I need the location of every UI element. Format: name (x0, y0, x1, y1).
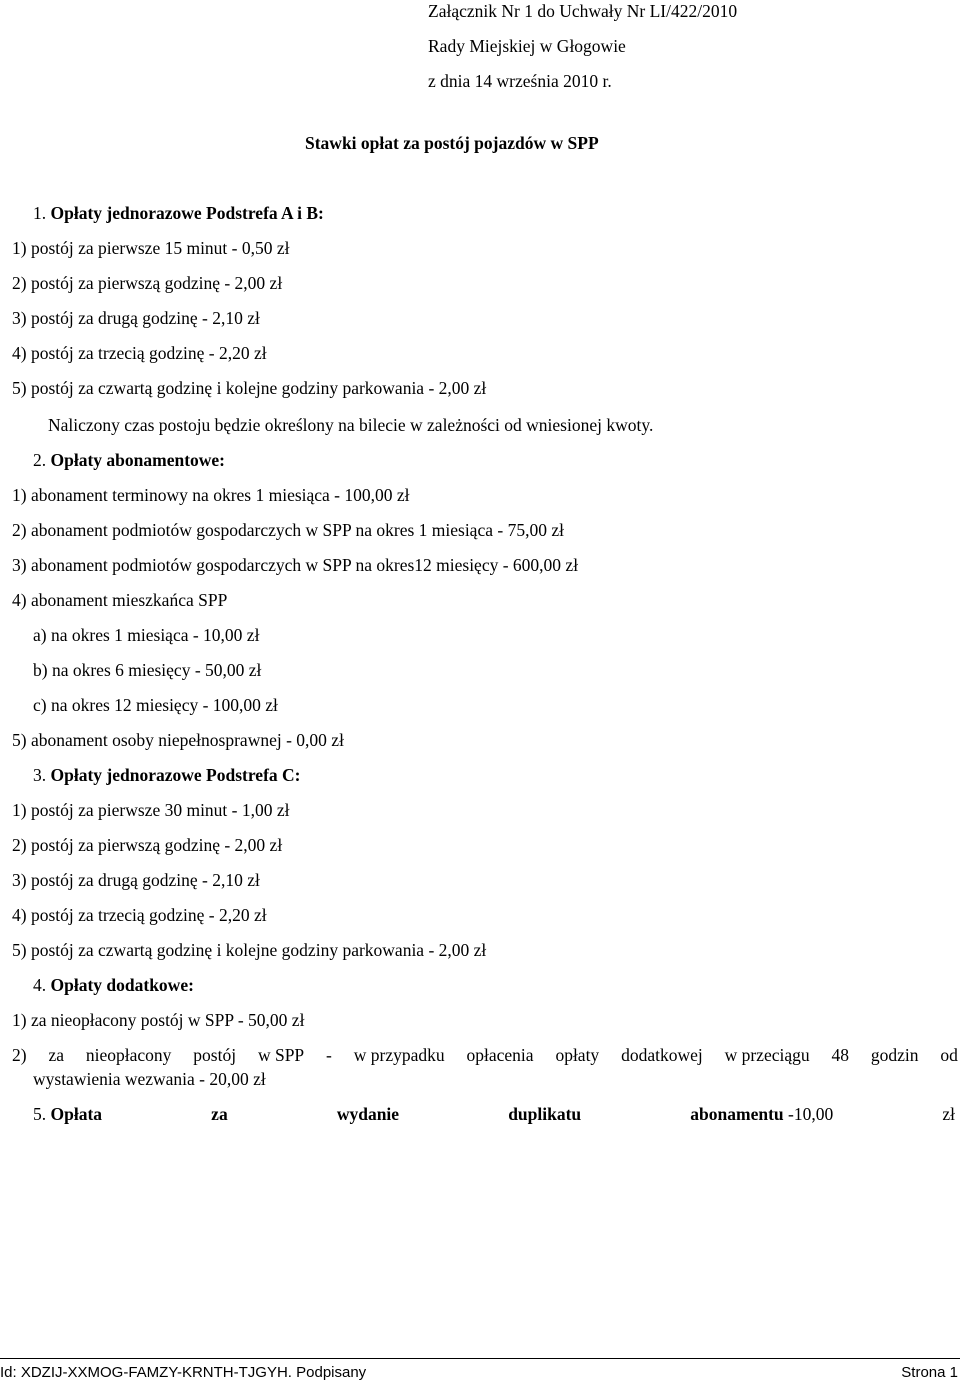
section-1-note: Naliczony czas postoju będzie określony na bilecie w zależności od wniesionej kwoty. (48, 415, 654, 435)
currency: zł (942, 1104, 955, 1124)
word: abonamentu (690, 1104, 784, 1124)
footer-document-id: Id: XDZIJ-XXMOG-FAMZY-KRNTH-TJGYH. Podpisany (0, 1364, 367, 1381)
section-number: 3. (33, 765, 47, 785)
list-item: 1) za nieopłacony postój w SPP - 50,00 zł (12, 1010, 305, 1030)
section-4-heading (33, 974, 194, 996)
sub-list-item: a) na okres 1 miesiąca - 10,00 zł (33, 625, 260, 645)
list-item: 4) abonament mieszkańca SPP (12, 590, 228, 610)
section-5-heading (33, 1103, 955, 1125)
footer-page-number: Strona 1 (901, 1364, 958, 1381)
sub-list-item: c) na okres 12 miesięcy - 100,00 zł (33, 695, 278, 715)
word: w SPP (257, 1045, 305, 1065)
word: od (940, 1045, 958, 1065)
list-item: 1) postój za pierwsze 30 minut - 1,00 zł (12, 800, 290, 820)
word: - (326, 1045, 332, 1065)
word: opłacenia (466, 1045, 534, 1065)
word: godzin (870, 1045, 919, 1065)
section-number: 1. (33, 203, 47, 223)
sub-list-item: b) na okres 6 miesięcy - 50,00 zł (33, 660, 262, 680)
list-item: 1) abonament terminowy na okres 1 miesiąca - 100,00 zł (12, 485, 410, 505)
word-with-amount (690, 1103, 833, 1125)
list-item: 1) postój za pierwsze 15 minut - 0,50 zł (12, 238, 290, 258)
word: 2) (12, 1045, 27, 1065)
word: Opłata (50, 1104, 103, 1124)
word: opłaty (555, 1045, 600, 1065)
amount: -10,00 (788, 1104, 834, 1124)
word: 48 (831, 1045, 849, 1065)
word: postój (193, 1045, 237, 1065)
word: za (211, 1104, 228, 1124)
section-number: 5. (33, 1104, 47, 1124)
list-item: 3) abonament podmiotów gospodarczych w SPP na okres12 miesięcy - 600,00 zł (12, 555, 579, 575)
word: duplikatu (508, 1104, 582, 1124)
section-heading-text: Opłaty dodatkowe: (50, 975, 194, 995)
attachment-header-line2: Rady Miejskiej w Głogowie (428, 36, 626, 56)
section-heading-text: Opłaty abonamentowe: (50, 450, 226, 470)
list-item: 2) postój za pierwszą godzinę - 2,00 zł (12, 835, 283, 855)
footer-rule (0, 1358, 960, 1359)
list-item: 5) abonament osoby niepełnosprawnej - 0,00 zł (12, 730, 344, 750)
section-number-with-word (33, 1103, 102, 1125)
list-item-continuation: wystawienia wezwania - 20,00 zł (33, 1069, 266, 1089)
document-title: Stawki opłat za postój pojazdów w SPP (305, 133, 599, 153)
word: w przypadku (353, 1045, 445, 1065)
list-item: 2) postój za pierwszą godzinę - 2,00 zł (12, 273, 283, 293)
list-item: 2) abonament podmiotów gospodarczych w SPP na okres 1 miesiąca - 75,00 zł (12, 520, 564, 540)
word: wydanie (336, 1104, 400, 1124)
word: w przeciągu (724, 1045, 810, 1065)
section-2-heading (33, 449, 225, 471)
list-item: 5) postój za czwartą godzinę i kolejne godziny parkowania - 2,00 zł (12, 378, 487, 398)
justified-list-item (12, 1044, 958, 1066)
section-heading-text: Opłaty jednorazowe Podstrefa C: (50, 765, 301, 785)
section-number: 2. (33, 450, 47, 470)
section-heading-text: Opłaty jednorazowe Podstrefa A i B: (50, 203, 324, 223)
list-item: 4) postój za trzecią godzinę - 2,20 zł (12, 343, 267, 363)
list-item: 4) postój za trzecią godzinę - 2,20 zł (12, 905, 267, 925)
section-number: 4. (33, 975, 47, 995)
word: nieopłacony (85, 1045, 172, 1065)
section-1-heading (33, 202, 324, 224)
attachment-header-line1: Załącznik Nr 1 do Uchwały Nr LI/422/2010 (428, 1, 738, 21)
list-item: 3) postój za drugą godzinę - 2,10 zł (12, 870, 260, 890)
list-item: 5) postój za czwartą godzinę i kolejne godziny parkowania - 2,00 zł (12, 940, 487, 960)
attachment-header-line3: z dnia 14 września 2010 r. (428, 71, 612, 91)
word: dodatkowej (621, 1045, 703, 1065)
word: za (48, 1045, 64, 1065)
list-item: 3) postój za drugą godzinę - 2,10 zł (12, 308, 260, 328)
section-3-heading (33, 764, 300, 786)
